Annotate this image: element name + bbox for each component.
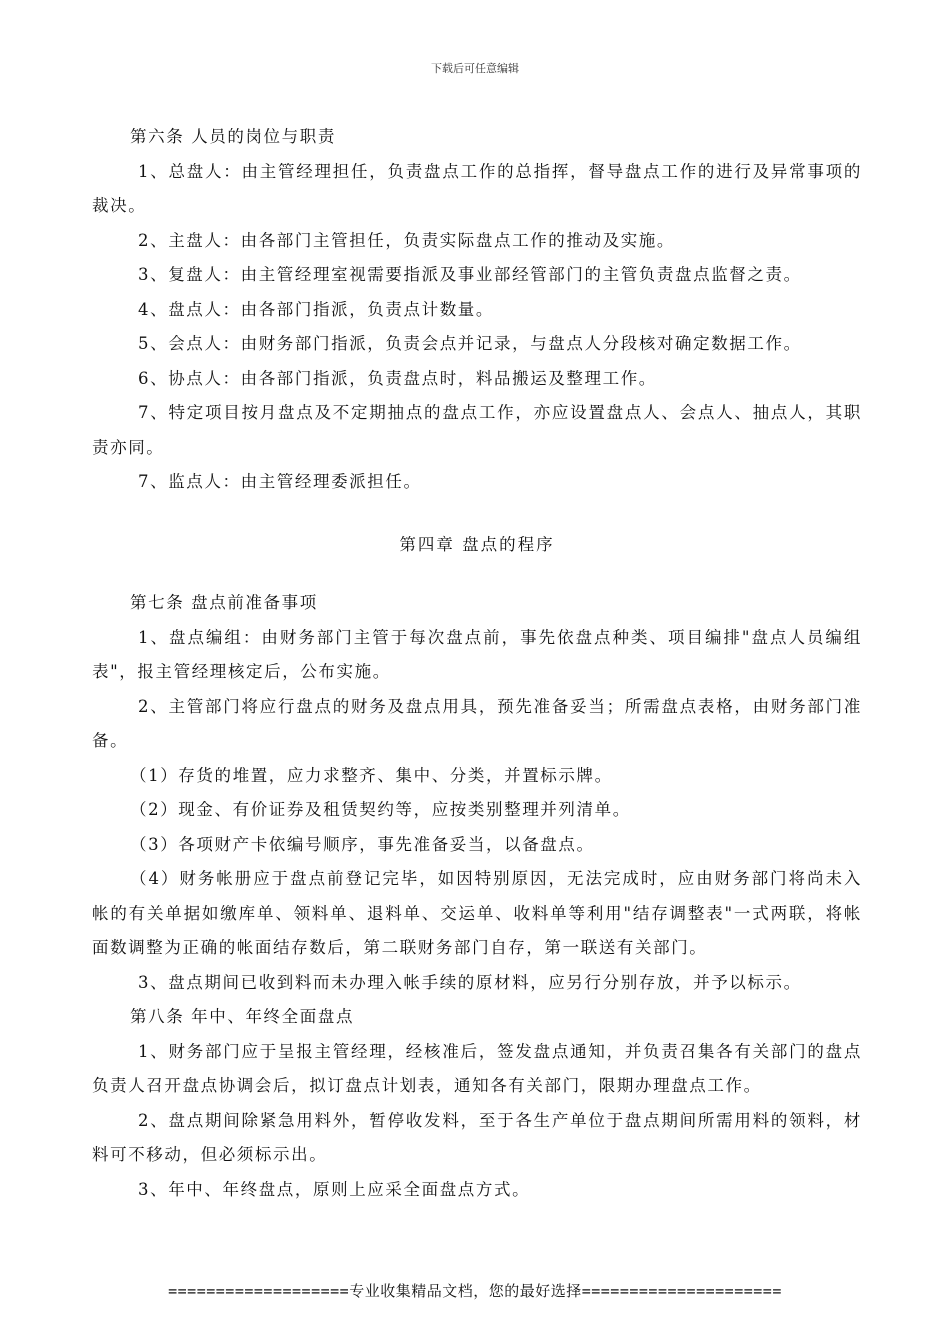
article-7-item-3: 3、盘点期间已收到料而未办理入帐手续的原材料，应另行分别存放，并予以标示。 <box>138 972 802 992</box>
chapter-heading: 第四章 盘点的程序 <box>399 534 555 554</box>
article-6-item-5: 5、会点人：由财务部门指派，负责会点并记录，与盘点人分段核对确定数据工作。 <box>138 334 802 353</box>
article-6-item-6: 6、协点人：由各部门指派，负责盘点时，料品搬运及整理工作。 <box>138 368 657 388</box>
article-7-title: 第七条 盘点前准备事项 <box>130 593 318 612</box>
article-7-item-1: 1、盘点编组：由财务部门主管于每次盘点前，事先依盘点种类、项目编排"盘点人员编组表"，报主管经理核定后，公布实施。 <box>92 627 862 681</box>
article-6-title: 第六条 人员的岗位与职责 <box>130 127 336 146</box>
article-8-item-3: 3、年中、年终盘点，原则上应采全面盘点方式。 <box>138 1179 531 1199</box>
article-6-item-3: 3、复盘人：由主管经理室视需要指派及事业部经管部门的主管负责盘点监督之责。 <box>138 265 802 284</box>
article-6-item-7: 7、特定项目按月盘点及不定期抽点的盘点工作，亦应设置盘点人、会点人、抽点人，其职责亦同。 <box>92 403 862 457</box>
article-6-item-1: 1、总盘人：由主管经理担任，负责盘点工作的总指挥，督导盘点工作的进行及异常事项的裁决。 <box>92 161 862 215</box>
article-7-sub-4: （4）财务帐册应于盘点前登记完毕，如因特别原因，无法完成时，应由财务部门将尚未入帐的有关单据如缴库单、领料单、退料单、交运单、收料单等利用"结存调整表"一式两联，将帐面数调整为正确的帐面结存数后，第二联财务部门自存，第一联送有关部门。 <box>92 869 862 957</box>
document-body <box>92 120 862 1207</box>
page-header: 下载后可任意编辑 <box>431 62 519 75</box>
article-6-item-8: 7、监点人：由主管经理委派担任。 <box>138 472 422 491</box>
article-7-sub-3: （3）各项财产卡依编号顺序，事先准备妥当，以备盘点。 <box>130 834 595 854</box>
article-8-title: 第八条 年中、年终全面盘点 <box>130 1007 355 1026</box>
article-6-item-2: 2、主盘人：由各部门主管担任，负责实际盘点工作的推动及实施。 <box>138 230 675 250</box>
page-footer: ===================专业收集精品文档，您的最好选择===================== <box>168 1282 782 1300</box>
article-6-item-4: 4、盘点人：由各部门指派，负责点计数量。 <box>138 299 494 319</box>
article-8-item-1: 1、财务部门应于呈报主管经理，经核准后，签发盘点通知，并负责召集各有关部门的盘点负责人召开盘点协调会后，拟订盘点计划表，通知各有关部门，限期办理盘点工作。 <box>92 1041 862 1095</box>
article-7-sub-2: （2）现金、有价证券及租赁契约等，应按类别整理并列清单。 <box>130 800 631 819</box>
article-7-item-2: 2、主管部门将应行盘点的财务及盘点用具，预先准备妥当；所需盘点表格，由财务部门准备。 <box>92 696 862 750</box>
article-8-item-2: 2、盘点期间除紧急用料外，暂停收发料，至于各生产单位于盘点期间所需用料的领料，材料可不移动，但必须标示出。 <box>92 1110 862 1164</box>
article-7-sub-1: （1）存货的堆置，应力求整齐、集中、分类，并置标示牌。 <box>130 765 613 785</box>
